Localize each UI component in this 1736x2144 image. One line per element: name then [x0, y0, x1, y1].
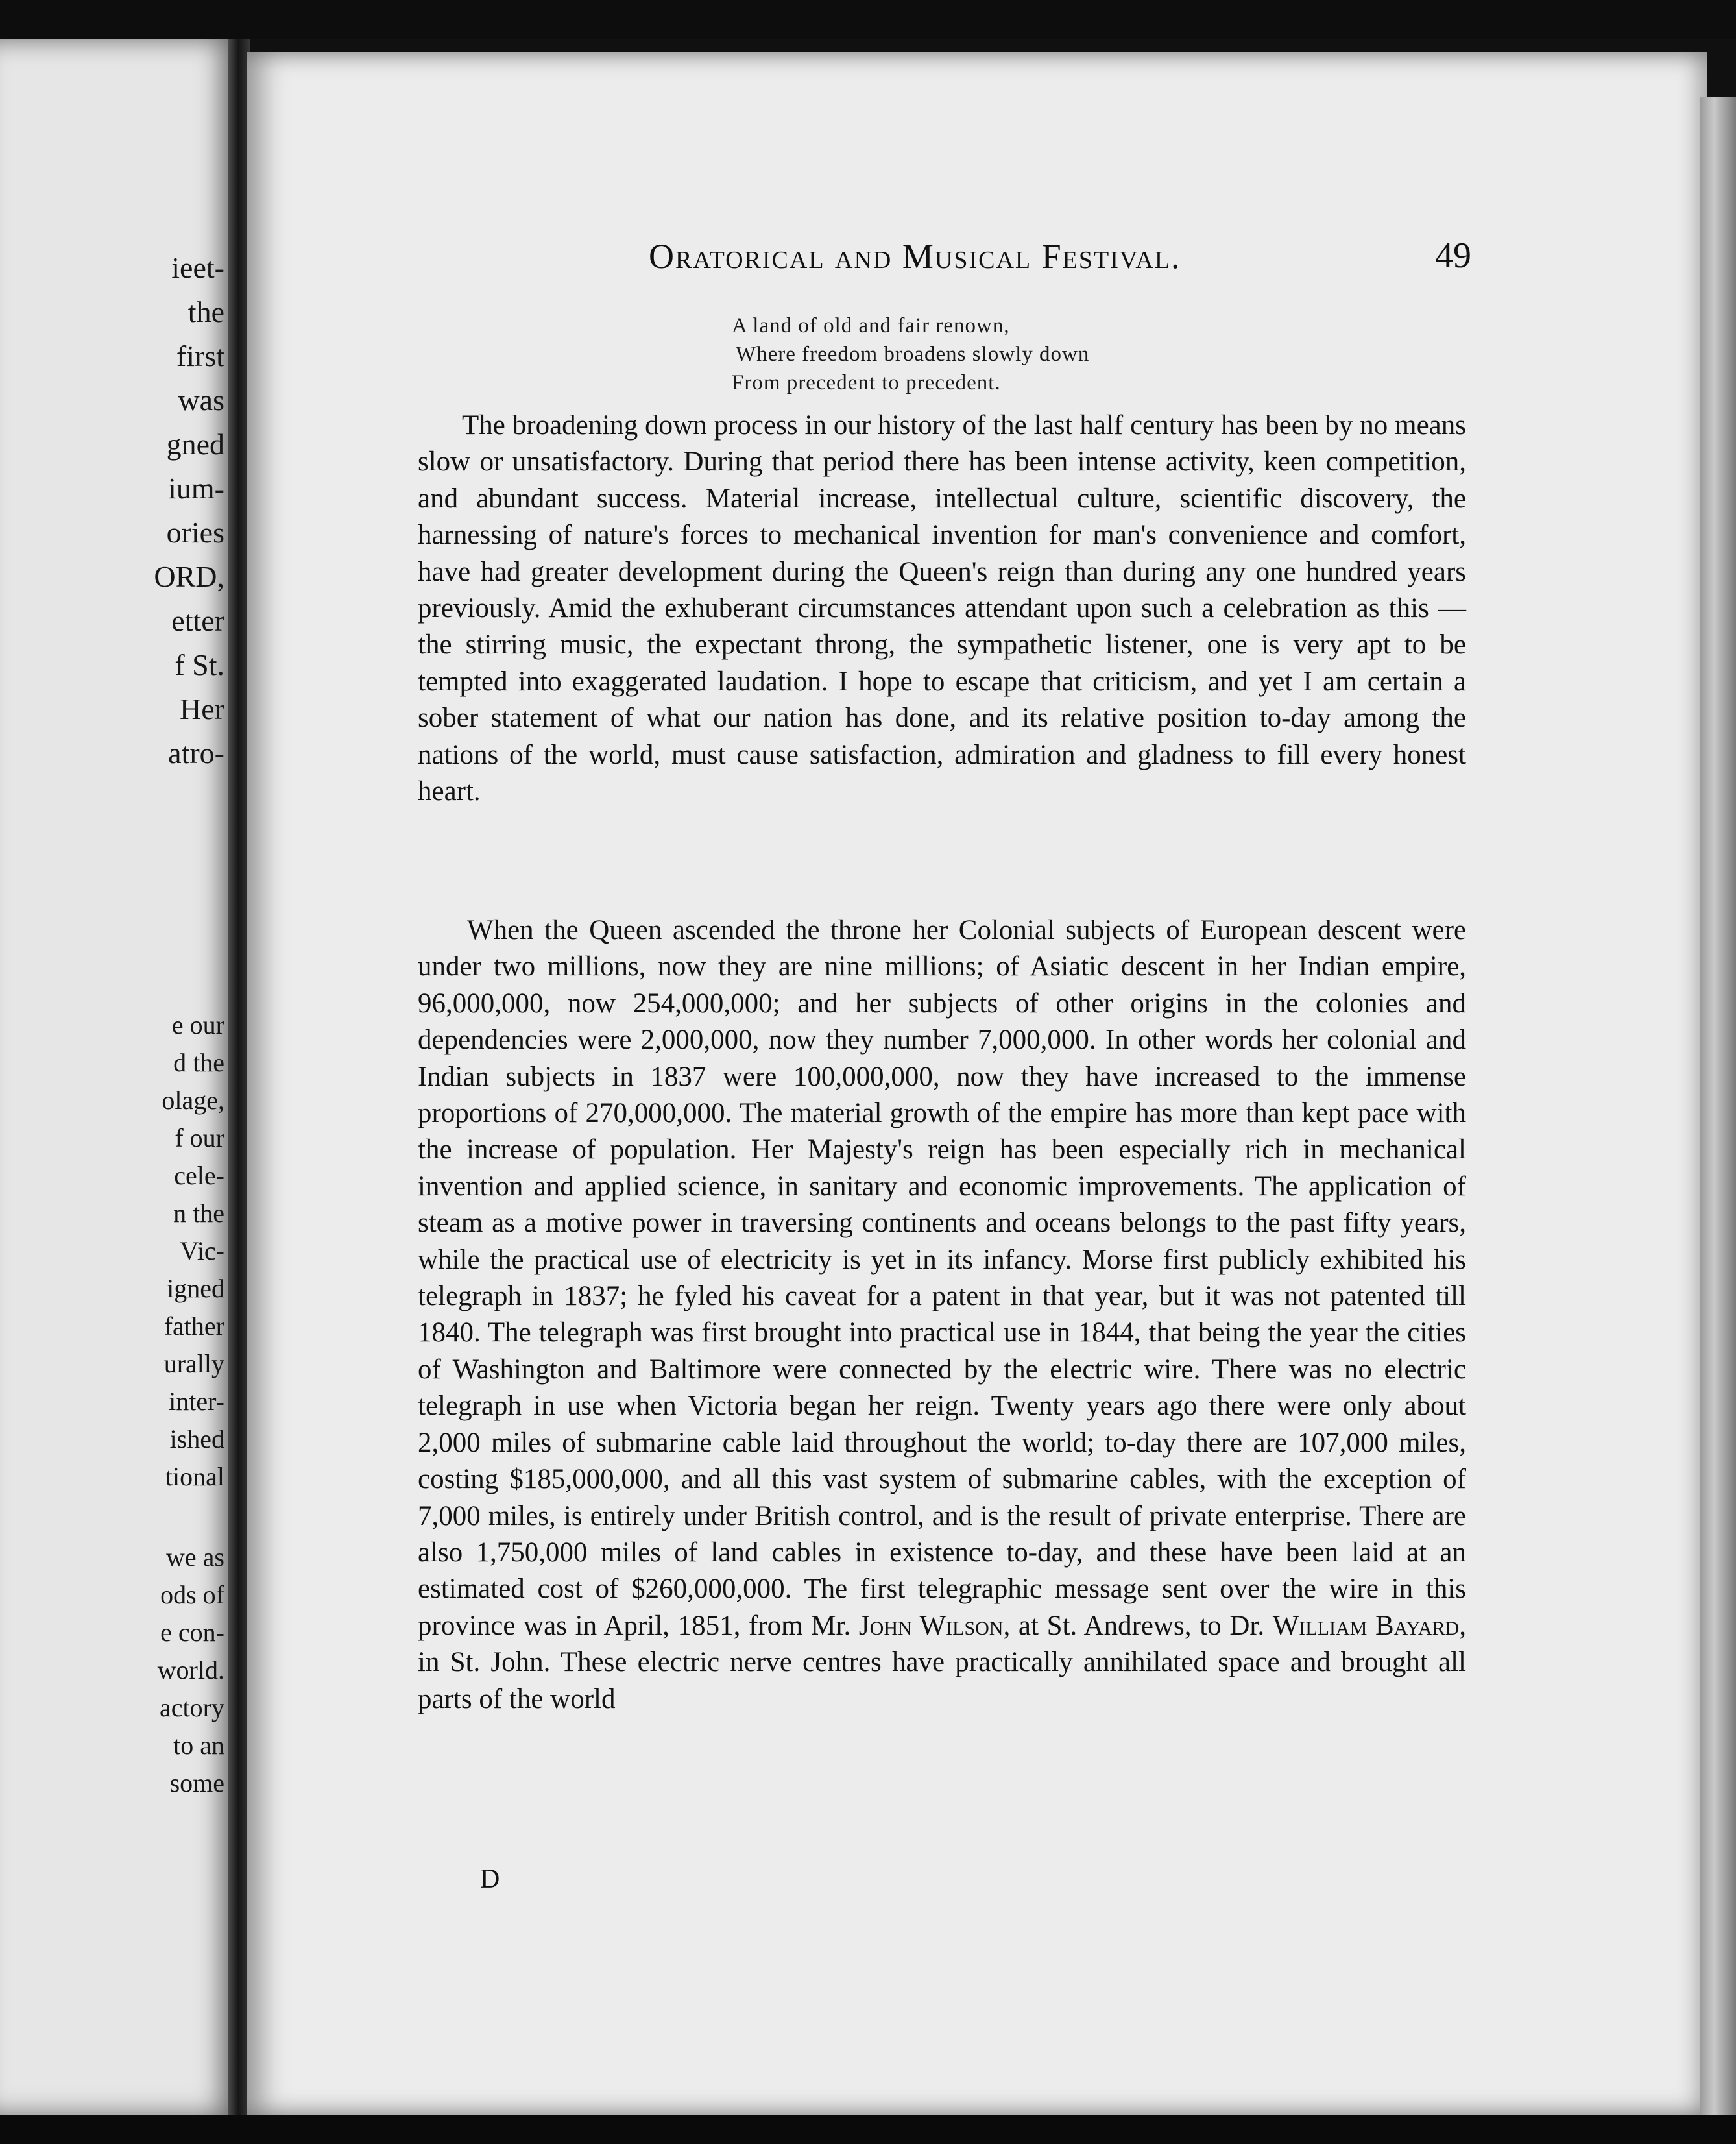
- previous-page-text-fragment: first: [176, 339, 224, 372]
- person-name: William Bayard: [1272, 1610, 1460, 1641]
- previous-page-text-fragment: etter: [171, 604, 224, 637]
- previous-page-text-fragment: ieet-: [171, 251, 224, 284]
- previous-page-text-fragment: f our: [175, 1123, 224, 1152]
- previous-page-text-fragment: world.: [157, 1655, 224, 1685]
- previous-page-text-fragment: father: [163, 1311, 224, 1341]
- signature-mark: D: [480, 1864, 503, 1894]
- previous-page-text-fragment: tional: [165, 1462, 224, 1491]
- previous-page-text-fragment: cele-: [174, 1161, 224, 1190]
- previous-page-text-fragment: ods of: [160, 1580, 224, 1609]
- previous-page-text-fragment: ium-: [168, 472, 224, 505]
- previous-page-text-fragment: f St.: [175, 648, 224, 681]
- previous-page-text-fragment: olage,: [162, 1086, 224, 1115]
- paragraph-text: , at St. Andrews, to Dr.: [1003, 1610, 1265, 1641]
- previous-page-text-fragment: n the: [173, 1199, 224, 1228]
- page-number: 49: [1435, 236, 1471, 276]
- verse-line: Where freedom broadens slowly down: [736, 343, 1090, 366]
- scan-top-edge: [0, 0, 1736, 39]
- verse-line: From precedent to precedent.: [732, 371, 1001, 395]
- previous-page-fragment: [0, 39, 241, 2115]
- previous-page-text-fragment: gned: [166, 428, 224, 461]
- previous-page-text-fragment: e our: [171, 1010, 224, 1040]
- previous-page-text-fragment: atro-: [168, 737, 224, 770]
- verse-quotation: [732, 311, 1089, 397]
- previous-page-text-fragment: ORD,: [154, 560, 224, 593]
- previous-page-text-fragment: the: [187, 295, 224, 328]
- paragraph: [418, 912, 1466, 1718]
- previous-page-text-fragment: inter-: [169, 1387, 224, 1416]
- previous-page-text-fragment: some: [169, 1768, 224, 1797]
- paragraph-text: , in St. John. These electric nerve centres have practically annihilated space and brought all parts of the world: [418, 1610, 1467, 1714]
- verse-line: A land of old and fair renown,: [732, 314, 1010, 337]
- previous-page-text-fragment: urally: [163, 1349, 224, 1378]
- running-head: Oratorical and Musical Festival.: [649, 237, 1181, 276]
- previous-page-text-fragment: Her: [180, 692, 224, 725]
- previous-page-text-fragment: was: [178, 384, 224, 417]
- person-name: John Wilson: [858, 1610, 1004, 1641]
- paragraph-text: When the Queen ascended the throne her Colonial subjects of European descent were under two millions, now they are nine millions; of Asiatic descent in her Indian empire, 96,000,000, now 254,000,000; and her subjects of other origins in the colonies and dependencies were 2,000,000, now they number 7,000,000. In other words her colonial and Indian subjects in 1837 were 100,000,000, now they have increased to the immense proportions of 270,000,000. The material growth of the empire has more than kept pace with the increase of population. Her Majesty's reign has been especially rich in mechanical invention and applied science, in sanitary and economic improvements. The application of steam as a motive power in traversing continents and oceans belongs to the past fifty years, while the practical use of electricity is yet in its infancy. Morse first publicly exhibited his telegraph in 1837; he fyled his caveat for a patent in that year, but it was not patented till 1840. The telegraph was first brought into practical use in 1844, that being the year the cities of Washington and Baltimore were connected by the electric wire. There was no electric telegraph in use when Victoria began her reign. Twenty years ago there were only about 2,000 miles of submarine cable laid throughout the world; to-day there are 107,000 miles, costing $185,000,000, and all this vast system of submarine cables, with the exception of 7,000 miles, is entirely under British control, and is the result of private enterprise. There are also 1,750,000 miles of land cables in existence to-day, and these have been laid at an estimated cost of $260,000,000. The first telegraphic message sent over the wire in this province was in April, 1851, from Mr.: [418, 915, 1466, 1641]
- previous-page-text-fragment: ished: [169, 1424, 224, 1454]
- previous-page-text-fragment: Vic-: [180, 1236, 224, 1265]
- page-edge: [1700, 97, 1736, 2115]
- previous-page-text-fragment: igned: [167, 1274, 224, 1303]
- previous-page-text-fragment: to an: [173, 1731, 224, 1760]
- previous-page-text-fragment: we as: [166, 1542, 224, 1572]
- previous-page-text-fragment: e con-: [160, 1618, 224, 1647]
- scan-bottom-edge: [0, 2115, 1736, 2144]
- previous-page-text-fragment: d the: [173, 1048, 224, 1077]
- paragraph: The broadening down process in our history of the last half century has been by no means slow or unsatisfactory. During that period there has been intense activity, keen competition, and abundant success. Material increase, intellectual culture, scientific discovery, the harnessing of nature's forces to mechanical invention for man's convenience and comfort, have had greater development during the Queen's reign than during any one hundred years previously. Amid the exhuberant circumstances attendant upon such a celebration as this — the stirring music, the expectant throng, the sympathetic listener, one is very apt to be tempted into exaggerated laudation. I hope to escape that criticism, and yet I am certain a sober statement of what our nation has done, and its relative position to-day among the nations of the world, must cause satisfaction, admiration and gladness to fill every honest heart.: [418, 410, 1466, 807]
- previous-page-text-fragment: ories: [166, 516, 224, 549]
- previous-page-text-fragment: actory: [160, 1693, 224, 1722]
